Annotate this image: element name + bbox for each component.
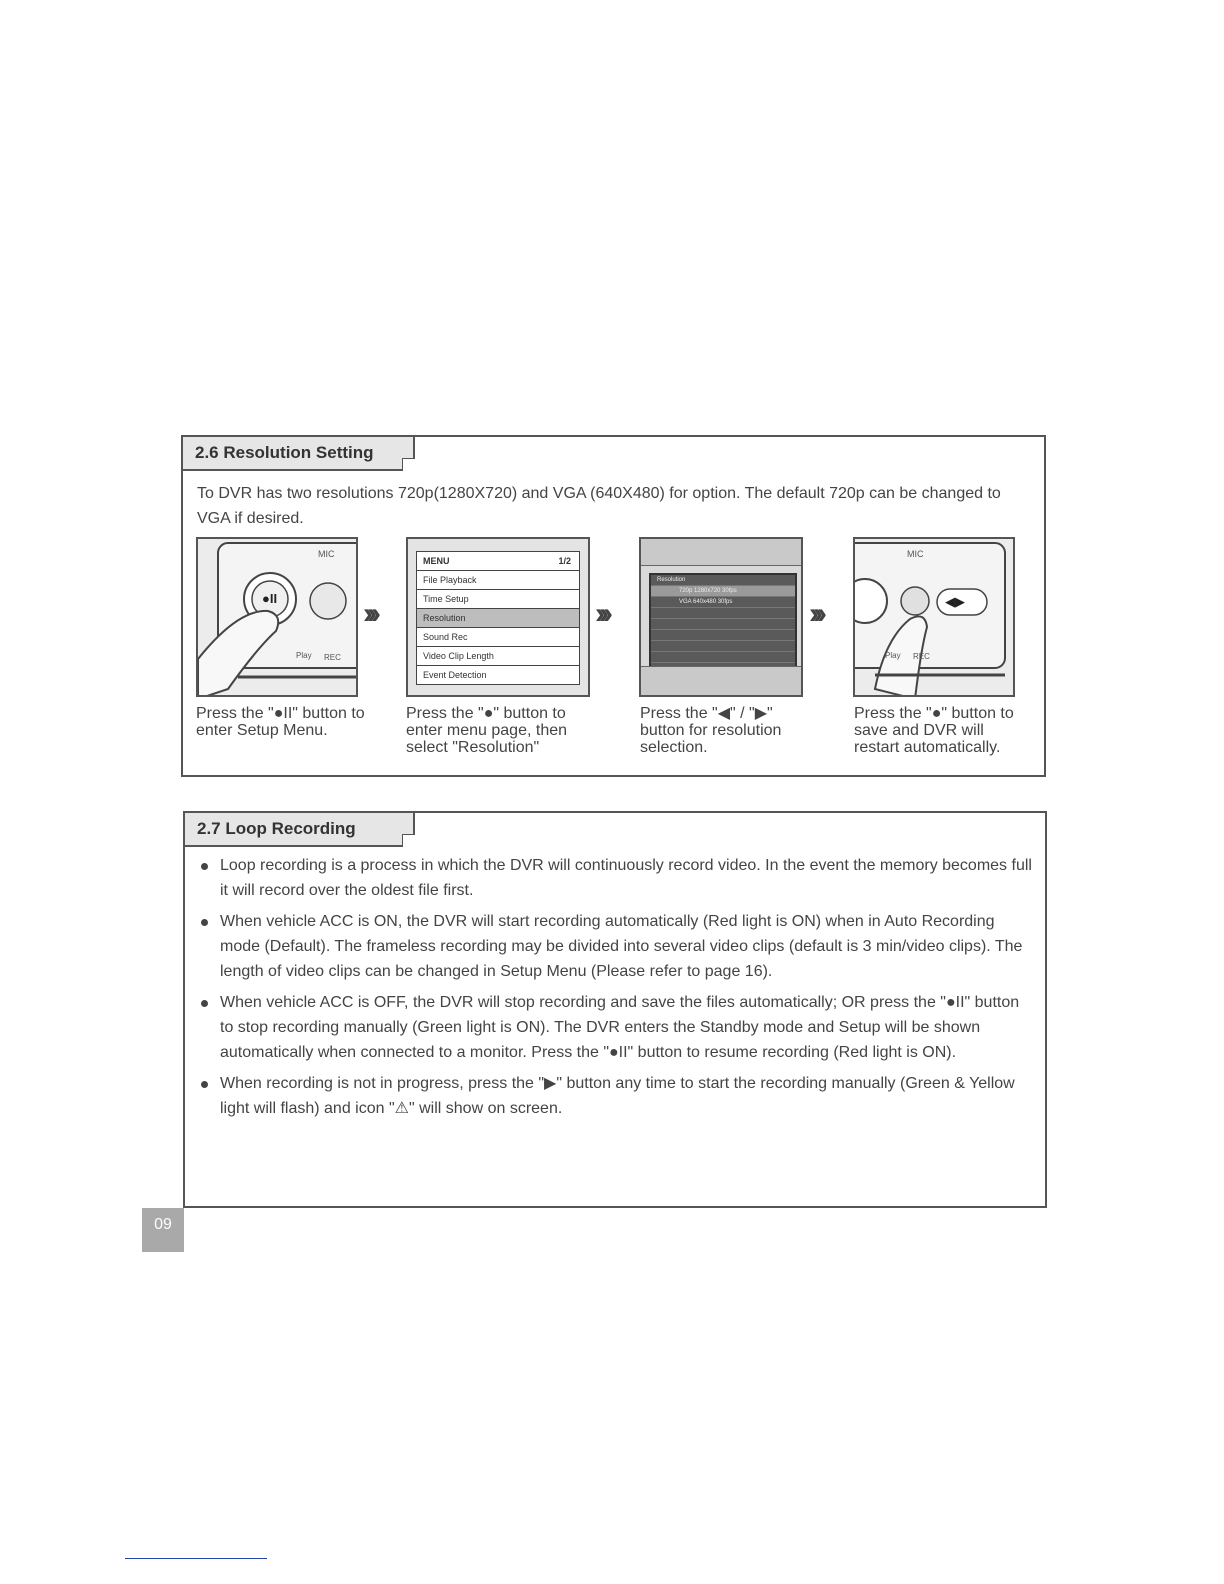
mic-label: MIC xyxy=(318,549,335,559)
monitor-top-bezel xyxy=(641,539,801,566)
bullet-item xyxy=(199,853,1035,903)
step-caption: Press the "●" button to enter menu page, then select "Resolution" xyxy=(406,705,568,756)
loop-bullet-list xyxy=(199,853,1035,1127)
step-caption: Press the "●II" button to enter Setup Menu. xyxy=(196,705,365,739)
screen-illustration xyxy=(639,537,803,697)
rec-label: REC xyxy=(913,652,930,661)
bullet-icon xyxy=(201,919,208,926)
screen-option: VGA 640x480 30fps xyxy=(651,597,795,608)
bullet-item xyxy=(199,1071,1035,1121)
device-illustration-1 xyxy=(196,537,358,697)
section-title-text: 2.6 Resolution Setting xyxy=(195,443,374,462)
bullet-icon xyxy=(201,1000,208,1007)
menu-item: Video Clip Length xyxy=(417,647,579,666)
bullet-text: When vehicle ACC is ON, the DVR will start recording automatically (Red light is ON) when in Auto Recording mode (Default). The frameless recording may be divided into several video clips (default is 3 min/video clips). The length of video clips can be changed in Setup Menu (Please refer to page 16). xyxy=(220,913,1023,980)
step-caption: Press the "◀" / "▶" button for resolution selection. xyxy=(640,705,782,756)
left-right-buttons-icon: ◀▶ xyxy=(945,594,965,609)
device-press-ok-illustration xyxy=(855,539,1015,697)
tab-curl-decoration xyxy=(402,834,415,847)
play-label: Play xyxy=(885,651,901,660)
device-press-record-illustration xyxy=(198,539,358,697)
play-label: Play xyxy=(296,651,312,660)
intro-text: To DVR has two resolutions 720p(1280X720) and VGA (640X480) for option. The default 720p can be changed to VGA if desired. xyxy=(197,485,1001,527)
menu-header xyxy=(417,552,579,571)
screen-title: Resolution xyxy=(651,575,795,586)
menu-box xyxy=(416,551,580,685)
screen-blank-row xyxy=(651,652,795,663)
mic-label: MIC xyxy=(907,549,924,559)
resolution-screen xyxy=(649,573,797,669)
menu-page: 1/2 xyxy=(558,556,571,566)
menu-item: Event Detection xyxy=(423,670,487,680)
screen-blank-row xyxy=(651,619,795,630)
screen-option: 720p 1280x720 30fps xyxy=(651,586,795,597)
bullet-text: When recording is not in progress, press the "▶" button any time to start the recording manually (Green & Yellow light will flash) and icon "⚠" will show on screen. xyxy=(220,1075,1015,1117)
monitor-bottom-bezel xyxy=(641,666,801,695)
bullet-icon xyxy=(201,863,208,870)
bullet-item xyxy=(199,990,1035,1065)
menu-item: Sound Rec xyxy=(417,628,579,647)
menu-illustration xyxy=(406,537,590,697)
loop-recording-section xyxy=(183,811,1047,1208)
device-illustration-2 xyxy=(853,537,1015,697)
screen-blank-row xyxy=(651,608,795,619)
menu-item: File Playback xyxy=(417,571,579,590)
footer-line xyxy=(125,1558,267,1559)
bullet-text: When vehicle ACC is OFF, the DVR will stop recording and save the files automatically; OR press the "●II" button to stop recording manually (Green light is ON). The DVR enters the Standby mode and Setup will be shown automatically when connected to a monitor. Press the "●II" button to resume recording (Red light is ON). xyxy=(220,994,1020,1061)
tab-curl-decoration xyxy=(402,458,415,471)
section-title xyxy=(183,437,415,471)
rec-label: REC xyxy=(324,653,341,662)
resolution-setting-section xyxy=(181,435,1046,777)
menu-item: Time Setup xyxy=(417,590,579,609)
screen-blank-row xyxy=(651,641,795,652)
section-title-text: 2.7 Loop Recording xyxy=(197,819,356,838)
bullet-icon xyxy=(201,1081,208,1088)
bullet-item xyxy=(199,909,1035,984)
menu-item-selected: Resolution xyxy=(417,609,579,628)
step-caption: Press the "●" button to save and DVR will restart automatically. xyxy=(854,705,1014,756)
page-number: 09 xyxy=(142,1208,184,1252)
section-title xyxy=(185,813,415,847)
bullet-text: Loop recording is a process in which the DVR will continuously record video. In the event the memory becomes full it will record over the oldest file first. xyxy=(220,857,1032,899)
screen-blank-row xyxy=(651,630,795,641)
menu-title: MENU xyxy=(423,556,450,566)
record-pause-icon: ●II xyxy=(262,591,278,606)
